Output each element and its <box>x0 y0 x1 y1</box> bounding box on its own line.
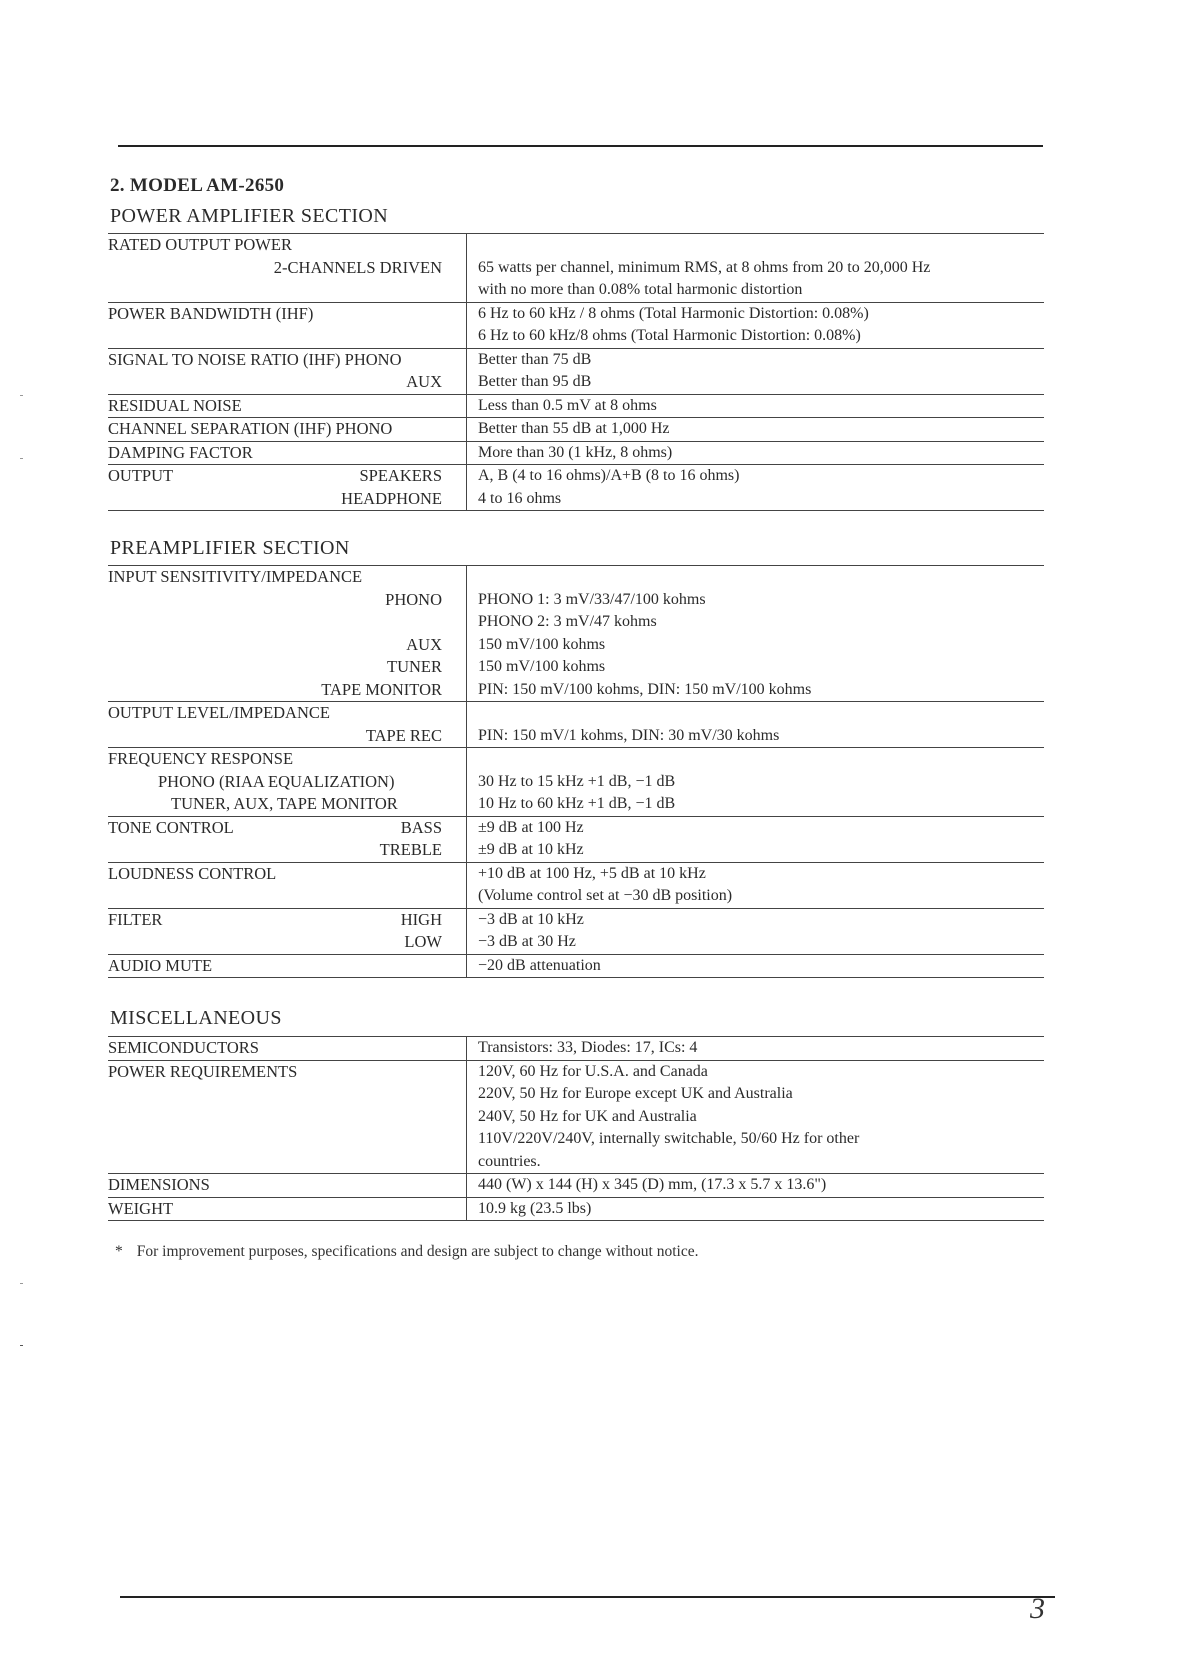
spec-value-cell <box>466 863 1044 908</box>
spec-label: OUTPUT <box>108 466 174 485</box>
margin-mark <box>20 458 23 459</box>
spec-label-cell <box>108 702 466 747</box>
spec-value-cell <box>466 817 1044 862</box>
spec-value: +10 dB at 100 Hz, +5 dB at 10 kHz <box>478 864 706 882</box>
top-rule <box>118 145 1043 147</box>
power-amplifier-table <box>108 233 1044 511</box>
spec-value: −20 dB attenuation <box>478 956 601 974</box>
margin-mark <box>20 1283 23 1284</box>
footnote <box>115 1243 698 1261</box>
spec-value: PHONO 2: 3 mV/47 kohms <box>478 613 657 630</box>
spec-label-cell <box>108 303 466 348</box>
spec-value: PIN: 150 mV/1 kohms, DIN: 30 mV/30 kohms <box>478 726 780 744</box>
spec-value-cell <box>466 748 1044 816</box>
spec-value-cell <box>466 234 1044 302</box>
spec-row-output-level <box>108 701 1044 747</box>
spec-value: A, B (4 to 16 ohms)/A+B (8 to 16 ohms) <box>478 467 740 484</box>
spec-sublabel: PHONO <box>385 589 442 609</box>
spec-label: WEIGHT <box>108 1198 174 1218</box>
spec-value-cell <box>466 1198 1044 1221</box>
spec-value: 120V, 60 Hz for U.S.A. and Canada <box>478 1062 708 1080</box>
spec-value: Transistors: 33, Diodes: 17, ICs: 4 <box>478 1039 698 1056</box>
spec-value-cell <box>466 418 1044 441</box>
page-number: 3 <box>1030 1592 1045 1625</box>
spec-row-channel-separation <box>108 417 1044 441</box>
spec-label: POWER REQUIREMENTS <box>108 1061 298 1081</box>
spec-row-damping-factor <box>108 441 1044 465</box>
spec-value-cell <box>466 955 1044 978</box>
spec-label: FILTER <box>108 909 163 929</box>
spec-label: INPUT SENSITIVITY/IMPEDANCE <box>108 567 363 586</box>
spec-row-semiconductors <box>108 1036 1044 1060</box>
spec-value: 150 mV/100 kohms <box>478 658 606 675</box>
spec-value-cell <box>466 349 1044 394</box>
spec-row-audio-mute <box>108 954 1044 979</box>
spec-sublabel: AUX <box>406 634 442 654</box>
spec-label-cell <box>108 418 466 441</box>
spec-label-cell <box>108 566 466 701</box>
spec-row-filter <box>108 908 1044 954</box>
section-title-preamplifier: PREAMPLIFIER SECTION <box>110 537 350 559</box>
spec-sublabel: SPEAKERS <box>359 466 442 485</box>
footnote-marker: * <box>115 1243 123 1260</box>
spec-label: CHANNEL SEPARATION (IHF) PHONO <box>108 419 393 438</box>
spec-row-residual-noise <box>108 394 1044 418</box>
spec-label: FREQUENCY RESPONSE <box>108 749 294 768</box>
spec-label: SIGNAL TO NOISE RATIO (IHF) PHONO <box>108 349 402 369</box>
footnote-text: For improvement purposes, specifications and design are subject to change without notice. <box>136 1243 699 1260</box>
spec-label-cell <box>108 748 466 816</box>
spec-label: DAMPING FACTOR <box>108 442 253 462</box>
spec-value: 4 to 16 ohms <box>478 489 562 507</box>
spec-value: 150 mV/100 kohms <box>478 635 606 653</box>
spec-label: SEMICONDUCTORS <box>108 1038 259 1057</box>
spec-label-cell <box>108 395 466 418</box>
spec-label-cell <box>108 955 466 978</box>
spec-value-cell <box>466 909 1044 954</box>
spec-value-cell <box>466 702 1044 747</box>
spec-label: POWER BANDWIDTH (IHF) <box>108 303 314 323</box>
spec-value: (Volume control set at −30 dB position) <box>478 887 733 904</box>
spec-label: TONE CONTROL <box>108 817 234 837</box>
spec-row-loudness-control <box>108 862 1044 908</box>
spec-row-frequency-response <box>108 747 1044 816</box>
spec-label-cell <box>108 1198 466 1221</box>
spec-value: countries. <box>478 1152 541 1170</box>
spec-value: 6 Hz to 60 kHz/8 ohms (Total Harmonic Distortion: 0.08%) <box>478 327 861 344</box>
spec-value: ±9 dB at 10 kHz <box>478 841 584 858</box>
spec-value: with no more than 0.08% total harmonic distortion <box>478 281 803 298</box>
spec-value-cell <box>466 465 1044 510</box>
spec-label: RESIDUAL NOISE <box>108 395 242 415</box>
spec-label-cell <box>108 349 466 394</box>
spec-label-cell <box>108 1037 466 1060</box>
miscellaneous-table <box>108 1036 1044 1221</box>
margin-mark <box>20 1345 23 1346</box>
spec-sublabel: 2-CHANNELS DRIVEN <box>273 257 442 277</box>
spec-value: Better than 55 dB at 1,000 Hz <box>478 420 670 437</box>
spec-value: 10 Hz to 60 kHz +1 dB, −1 dB <box>478 795 676 812</box>
spec-row-output <box>108 464 1044 511</box>
spec-sublabel: TAPE REC <box>365 725 442 745</box>
spec-value: 10.9 kg (23.5 lbs) <box>478 1199 592 1217</box>
spec-value: −3 dB at 10 kHz <box>478 910 584 928</box>
spec-row-dimensions <box>108 1173 1044 1197</box>
spec-value-cell <box>466 395 1044 418</box>
spec-sublabel: BASS <box>400 817 442 837</box>
spec-label: RATED OUTPUT POWER <box>108 235 292 254</box>
spec-sublabel: TREBLE <box>379 840 442 859</box>
spec-label-cell <box>108 1061 466 1174</box>
spec-label-cell <box>108 442 466 465</box>
section-title-miscellaneous: MISCELLANEOUS <box>110 1007 282 1029</box>
spec-row-power-requirements <box>108 1060 1044 1174</box>
preamplifier-table <box>108 565 1044 978</box>
spec-value-cell <box>466 1174 1044 1197</box>
spec-value: More than 30 (1 kHz, 8 ohms) <box>478 443 673 461</box>
spec-value: −3 dB at 30 Hz <box>478 933 576 950</box>
spec-row-input-sensitivity <box>108 565 1044 701</box>
spec-label-cell <box>108 909 466 954</box>
bottom-rule <box>120 1596 1055 1598</box>
spec-value: 65 watts per channel, minimum RMS, at 8 ohms from 20 to 20,000 Hz <box>478 258 931 276</box>
spec-sublabel: AUX <box>406 372 442 391</box>
spec-label-cell <box>108 1174 466 1197</box>
spec-value: Better than 75 dB <box>478 350 592 368</box>
spec-value: PIN: 150 mV/100 kohms, DIN: 150 mV/100 kohms <box>478 680 812 698</box>
spec-sublabel: TUNER <box>387 657 442 676</box>
spec-label: OUTPUT LEVEL/IMPEDANCE <box>108 703 330 722</box>
spec-row-signal-to-noise <box>108 348 1044 394</box>
spec-label-cell <box>108 465 466 510</box>
spec-value-cell <box>466 1061 1044 1174</box>
spec-sublabel: TUNER, AUX, TAPE MONITOR <box>171 794 398 813</box>
spec-value: 6 Hz to 60 kHz / 8 ohms (Total Harmonic Distortion: 0.08%) <box>478 304 869 322</box>
spec-value: 110V/220V/240V, internally switchable, 50/60 Hz for other <box>478 1130 860 1147</box>
spec-value: ±9 dB at 100 Hz <box>478 818 584 836</box>
spec-value-cell <box>466 1037 1044 1060</box>
spec-sublabel: HIGH <box>400 909 442 929</box>
spec-label: DIMENSIONS <box>108 1175 210 1194</box>
spec-row-weight <box>108 1197 1044 1222</box>
spec-label-cell <box>108 817 466 862</box>
spec-sublabel: TAPE MONITOR <box>321 679 442 699</box>
section-title-power-amplifier: POWER AMPLIFIER SECTION <box>110 205 389 227</box>
model-title: 2. MODEL AM-2650 <box>110 175 285 196</box>
spec-value: 240V, 50 Hz for UK and Australia <box>478 1107 697 1125</box>
spec-value-cell <box>466 303 1044 348</box>
spec-label: AUDIO MUTE <box>108 955 213 975</box>
spec-label: LOUDNESS CONTROL <box>108 863 277 883</box>
spec-label-cell <box>108 863 466 908</box>
spec-value: 440 (W) x 144 (H) x 345 (D) mm, (17.3 x 5.7 x 13.6") <box>478 1176 827 1193</box>
spec-value-cell <box>466 442 1044 465</box>
spec-row-tone-control <box>108 816 1044 862</box>
spec-value-cell <box>466 566 1044 701</box>
spec-row-power-bandwidth <box>108 302 1044 348</box>
spec-value: 220V, 50 Hz for Europe except UK and Australia <box>478 1085 793 1102</box>
spec-value: Better than 95 dB <box>478 373 592 390</box>
spec-sublabel: PHONO (RIAA EQUALIZATION) <box>158 771 395 791</box>
spec-value: Less than 0.5 mV at 8 ohms <box>478 396 657 414</box>
spec-value: 30 Hz to 15 kHz +1 dB, −1 dB <box>478 772 676 790</box>
spec-sublabel: LOW <box>404 932 442 951</box>
margin-mark <box>20 395 23 396</box>
spec-sublabel: HEADPHONE <box>341 488 442 508</box>
spec-value: PHONO 1: 3 mV/33/47/100 kohms <box>478 590 706 608</box>
spec-label-cell <box>108 234 466 302</box>
spec-row-rated-output-power <box>108 233 1044 302</box>
